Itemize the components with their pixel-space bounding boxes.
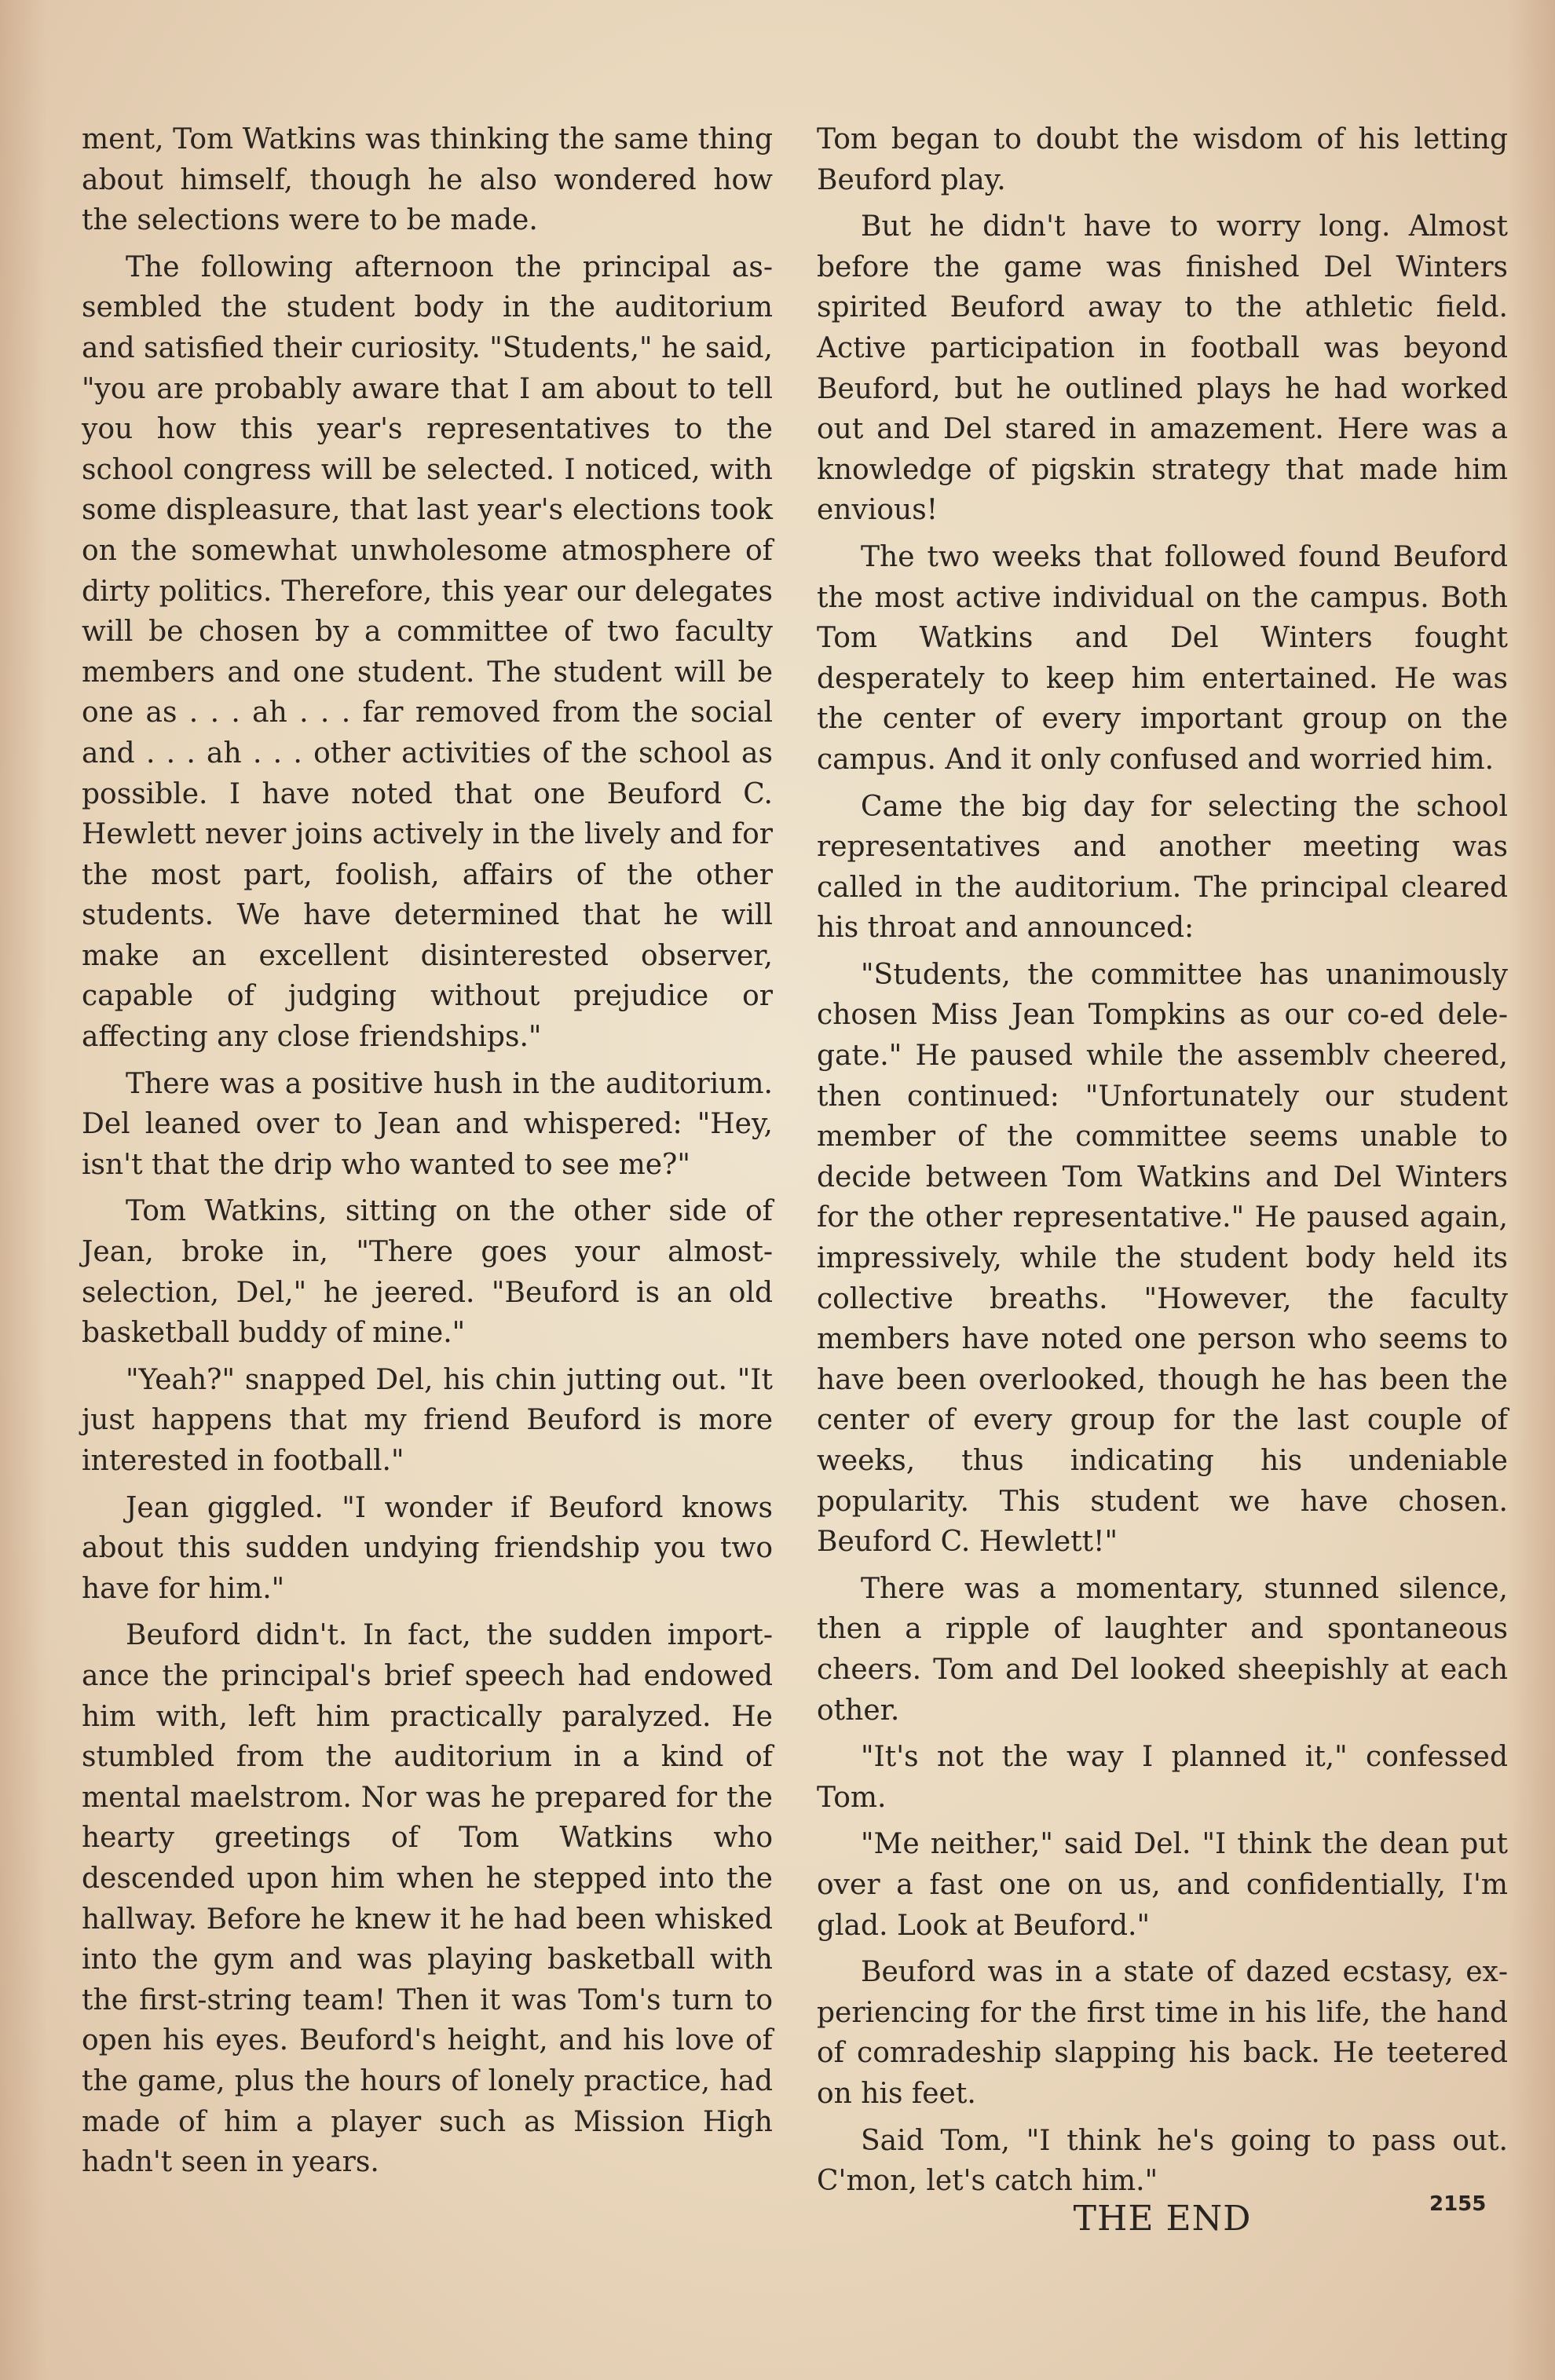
paragraph: There was a positive hush in the auditorium. Del leaned over to Jean and whispered: "Hey, isn't that the drip who wanted to see me?" — [82, 1067, 773, 1181]
paragraph: But he didn't have to worry long. Almost before the game was finished Del Winters spirited Beuford away to the athletic field. Active participation in football was beyond Beuford, but he outlined plays he had worked out and Del stared in amazement. Here was a knowledge of pigskin strategy that made him envious! — [817, 210, 1508, 527]
the-end-heading: THE END — [1073, 2199, 1252, 2239]
paragraph: Tom began to doubt the wisdom of his letting Beuford play. — [817, 123, 1508, 196]
paragraph: "Yeah?" snapped Del, his chin jutting out. "It just happens that my friend Beuford is more interested in football." — [82, 1363, 773, 1477]
paragraph: Came the big day for selecting the school representatives and another meeting was called in the auditorium. The principal cleared his throat and announced: — [817, 790, 1508, 945]
paragraph: Jean giggled. "I wonder if Beuford knows about this sudden undying friendship you two have for him." — [82, 1491, 773, 1605]
right-text-column — [817, 119, 1508, 2208]
paragraph: Tom Watkins, sitting on the other side of Jean, broke in, "There goes your almost-selection, Del," he jeered. "Beuford is an old basketball buddy of mine." — [82, 1195, 773, 1350]
paragraph: Said Tom, "I think he's going to pass out. C'mon, let's catch him." — [817, 2124, 1508, 2198]
paragraph: The following afternoon the principal assembled the student body in the auditorium and satisfied their curiosity. "Students," he said, "you are probably aware that I am about to tell you how this year's representatives to the school congress will be selected. I noticed, with some displeasure, that last year's elections took on the somewhat unwholesome atmosphere of dirty politics. Therefore, this year our delegates will be chosen by a committee of two faculty members and one student. The student will be one as . . . ah . . . far removed from the social and . . . ah . . . other activities of the school as possible. I have noted that one Beuford C. Hewlett never joins actively in the lively and for the most part, foolish, affairs of the other students. We have determined that he will make an excellent disinterested observer, capable of judging without prejudice or affecting any close friendships." — [82, 250, 773, 1054]
paragraph: Beuford was in a state of dazed ecstasy, experiencing for the first time in his life, the hand of comradeship slapping his back. He teetered on his feet. — [817, 1956, 1508, 2110]
page-edge-right — [1508, 0, 1555, 2380]
paragraph: The two weeks that followed found Beuford the most active individual on the campus. Both Tom Watkins and Del Winters fought desperately to keep him entertained. He was the center of every important group on the campus. And it only confused and worried him. — [817, 540, 1508, 776]
left-text-column — [82, 119, 773, 2189]
page-code: 2155 — [1429, 2192, 1487, 2216]
paragraph: "Me neither," said Del. "I think the dean put over a fast one on us, and confidentially, I'm glad. Look at Beuford." — [817, 1828, 1508, 1942]
paragraph: There was a momentary, stunned silence, then a ripple of laughter and spontaneous cheers. Tom and Del looked sheepishly at each other. — [817, 1572, 1508, 1727]
paragraph: "Students, the committee has unanimously chosen Miss Jean Tompkins as our co-ed delegate." He paused while the assemblv cheered, then continued: "Unfortunately our student member of the committee seems unable to decide between Tom Watkins and Del Winters for the other representative." He paused again, impressively, while the student body held its collective breaths. "However, the faculty members have noted one person who seems to have been overlooked, though he has been the center of every group for the last couple of weeks, thus indicating his undeniable popularity. This student we have chosen. Beuford C. Hewlett!" — [817, 958, 1508, 1559]
page-edge-left — [0, 0, 47, 2380]
paragraph: ment, Tom Watkins was thinking the same thing about himself, though he also wondered how the selections were to be made. — [82, 123, 773, 237]
paragraph: Beuford didn't. In fact, the sudden importance the principal's brief speech had endowed him with, left him practically paralyzed. He stumbled from the auditorium in a kind of mental maelstrom. Nor was he prepared for the hearty greetings of Tom Watkins who descended upon him when he stepped into the hallway. Before he knew it he had been whisked into the gym and was playing basketball with the first-string team! Then it was Tom's turn to open his eyes. Beuford's height, and his love of the game, plus the hours of lonely practice, had made of him a player such as Mission High hadn't seen in years. — [82, 1619, 773, 2179]
paragraph: "It's not the way I planned it," confessed Tom. — [817, 1741, 1508, 1814]
